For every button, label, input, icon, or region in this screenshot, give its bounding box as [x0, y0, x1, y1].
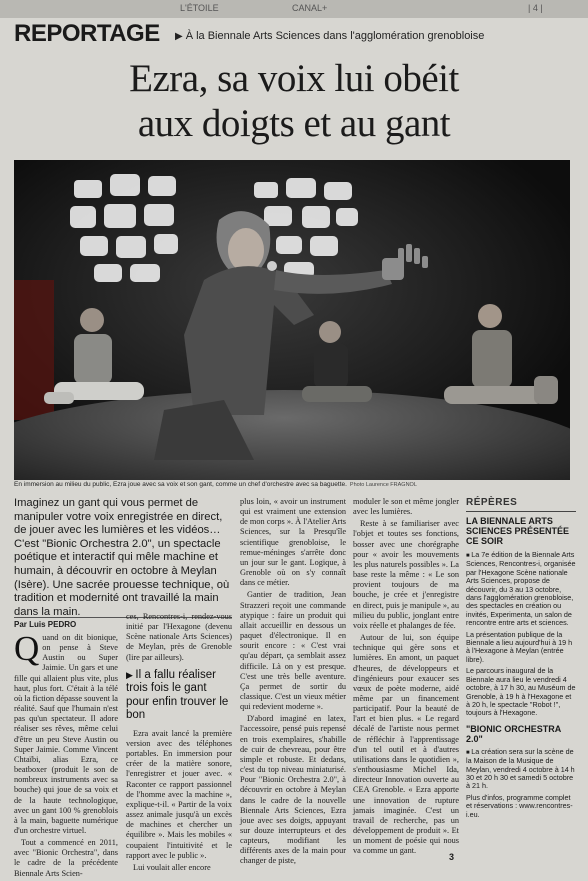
column-4-para-1: moduler le son et même jongler avec les lumières.: [353, 497, 459, 517]
strip-mid-text: CANAL+: [292, 3, 328, 13]
article-column-3: [240, 497, 346, 869]
column-2-para-3: Lui voulait aller encore: [133, 862, 211, 872]
photo-credit: Photo Laurence FRAGNOL: [349, 482, 417, 488]
standfirst-para-1: Imaginez un gant qui vous permet de manipuler votre voix enregistrée en direct, de jouer avec les lumières et les vidéos…: [14, 497, 223, 537]
sidebar-text-1-body: La 7e édition de la Biennale Arts Sciences, Rencontres-i, organisée par l'Hexagone Scène nationale Arts Sciences, propose de découvrir, du 3 au 13 octobre, dans l'agglomération grenobloise, des spectacles en création ou invités, Experimenta, un salon de rencontre entre arts et sciences.: [466, 550, 576, 628]
strip-right-text: | 4 |: [528, 3, 543, 13]
article-photo: [14, 160, 570, 480]
column-2-para-2: Ezra avait lancé la première version avec des téléphones portables. En immersion pour créer de la matière sonore, l'enregistrer et jouer avec. « Raconter ce rapport passionnel de l'homme avec la machine », explique-t-il. « Partir de la voix assez animale jusqu'à un excès de machines et chercher un équilibre ». Mais les mobiles « coupaient l'intuitivité et le rapport avec le public ».: [126, 728, 232, 860]
sidebar-text-2: La présentation publique de la Biennale a lieu aujourd'hui à 19 h à l'Hexagone à Meylan (entrée libre).: [466, 629, 573, 664]
column-1-para-1-text: uand on dit bionique, on pense à Steve Austin ou Super Jaimie. Un gars et une fille qui allaient plus vite, plus haut, plus fort. C'était à la télé où la fiction dépasse souvent la réalité. Sauf que l'humain n'est pas qu'un spectateur. Il adore réaliser ses rêves, même celui d'être un peu Steve Austin ou Super Jaimie. Comme Vincent Chtaïbi, alias Ezra, ce beatboxer (produit le son de nombreux instruments avec sa bouche) qui joue de sa voix et de la haute technologique, avec un gant 100 % grenoblois à la main, baguette numérique d'un orchestre virtuel.: [14, 633, 118, 835]
drop-cap: Q: [14, 629, 40, 668]
reperes-sidebar: [466, 497, 576, 822]
square-bullet-icon: ■: [466, 749, 472, 756]
sidebar-rule: [466, 511, 576, 512]
column-1-para-2: Tout a commencé en 2011, avec "Bionic Orchestra", dans le cadre de la précédente Biennale Arts Scien-: [14, 838, 118, 878]
column-3-para-3: D'abord imaginé en latex, l'accessoire, pensé puis repensé en trois exemplaires, s'habille de cuir de chevreau, pour être simple et robuste. Et dedans, c'est du top niveau miniaturisé. Pour "Bionic Orchestra 2.0", à découvrir en octobre à Meylan dans le cadre de la nouvelle Biennale Arts Sciences, Ezra joue avec ses doigts, appuyant sur douze interrupteurs et des capteurs, modifiant les différents axes de la main pour changer de piste,: [240, 714, 346, 866]
standfirst: [14, 497, 232, 619]
column-2-para-1: ces, Rencontres-i, rendez-vous initié par l'Hexagone (devenu Scène nationale Arts Sciences) de Meylan, près de Grenoble (lire par ailleurs).: [126, 612, 232, 662]
headline-line-1: Ezra, sa voix lui obéit: [129, 57, 459, 100]
triangle-right-icon: ▶: [175, 31, 183, 42]
sidebar-text-4: [466, 748, 576, 791]
column-3-para-1: plus loin, « avoir un instrument qui est vraiment une extension de mon corps ». À l'Atelier Arts Sciences, sur la Presqu'île scientifique grenobloise, le remue-méninges s'arrête donc un jour sur le gant. Logique, à Grenoble où on s'y connaît dans ce métier.: [240, 497, 346, 588]
byline: Par Luis PEDRO: [14, 620, 77, 629]
headline: [0, 56, 588, 146]
rubric-label: REPORTAGE: [14, 20, 160, 47]
sidebar-text-1: [466, 551, 576, 628]
rubric-subtitle-text: À la Biennale Arts Sciences dans l'agglomération grenobloise: [185, 30, 485, 42]
page-number: 3: [449, 852, 455, 862]
stage-illustration: [14, 160, 570, 480]
photo-caption-text: En immersion au milieu du public, Ezra joue avec sa voix et son gant, comme un chef d'orchestre avec sa baguette.: [14, 481, 347, 488]
headline-line-2: aux doigts et au gant: [137, 102, 451, 145]
column-3-para-2: Gantier de tradition, Jean Strazzeri reçoit une commande atypique : faire un produit qui allait accueillir en dessous un paquet d'électronique. Il en sourit encore : « C'est vrai qu'au départ, ça semblait assez difficile. Là on y est presque. C'est une très belle aventure. Ça permet de sortir du classique. C'est un vieux métier qui redevient moderne ».: [240, 590, 346, 712]
sidebar-heading: LA BIENNALE ARTS SCIENCES PRÉSENTÉE CE SOIR: [466, 516, 570, 546]
sidebar-text-4-body: La création sera sur la scène de la Maison de la Musique de Meylan, vendredi 4 octobre à 14 h 30 et 20 h 30 et samedi 5 octobre à 21 h.: [466, 746, 575, 791]
column-4-para-3: Autour de lui, son équipe technique qui gère sons et lumières. En amont, un paquet d'heures, de développeurs et d'ingénieurs pour exaucer ses vœux de poète moderne, aidé même par un financement participatif. Pour la beauté de l'art et bien plus. « Le regard décalé de l'artiste nous permet de réfléchir à l'apprentissage d'un tel outil et à d'autres utilisations dans le quotidien », s'enthousiasme Michel Ida, directeur Innovation ouverte au CEA Grenoble. « Ezra apporte une innovation de rupture jamais imaginée. C'est un travail de recherche, pas un développement de produit ». Et un moment de poésie qui nous va comme un gant.: [353, 633, 459, 856]
intertitle: [126, 669, 232, 723]
standfirst-para-2: C'est "Bionic Orchestra 2.0", un spectacle poétique et interactif qui mêle machine et humain, à découvrir en octobre à Meylan (Isère). Une sacrée prouesse technique, où tradition et modernité ont travaillé la main dans la main.: [14, 537, 230, 618]
rubric-subtitle: [175, 30, 484, 42]
top-strip: [0, 0, 588, 18]
sidebar-title: RÉPÈRES: [466, 497, 518, 508]
sidebar-text-5: Plus d'infos, programme complet et réservations : www.rencontres-i.eu.: [466, 792, 573, 819]
sidebar-text-3: Le parcours inaugural de la Biennale aura lieu le vendredi 4 octobre, à 17 h 30, au Muséum de Grenoble, à 19 h à l'Hexagone et à 20 h, le spectacle "Robot !", toujours à l'Hexagone.: [466, 666, 576, 718]
column-4-para-2: Reste à se familiariser avec l'objet et toutes ses fonctions, bosser avec une chorégraphe pour « avoir les mouvements les plus naturels possibles ». La base reste la même : « Le son provient toujours de ma bouche, je crée et j'enregistre en direct, puis je manipule », au milieu du public, jonglant entre voix réelle et phalanges de fée.: [353, 519, 459, 630]
strip-left-text: L'ÉTOILE: [180, 3, 219, 13]
square-bullet-icon: ■: [466, 553, 472, 559]
sidebar-subheading: "BIONIC ORCHESTRA 2.0": [466, 723, 561, 744]
intertitle-text: Il a fallu réaliser trois fois le gant pour enfin trouver le bon: [126, 668, 229, 722]
photo-caption: [14, 481, 570, 488]
article-column-2: [126, 612, 232, 875]
triangle-right-icon: ▶: [126, 669, 136, 680]
article-column-4: [353, 497, 459, 858]
article-column-1: [14, 629, 118, 881]
column-1-para-1: [14, 629, 118, 836]
